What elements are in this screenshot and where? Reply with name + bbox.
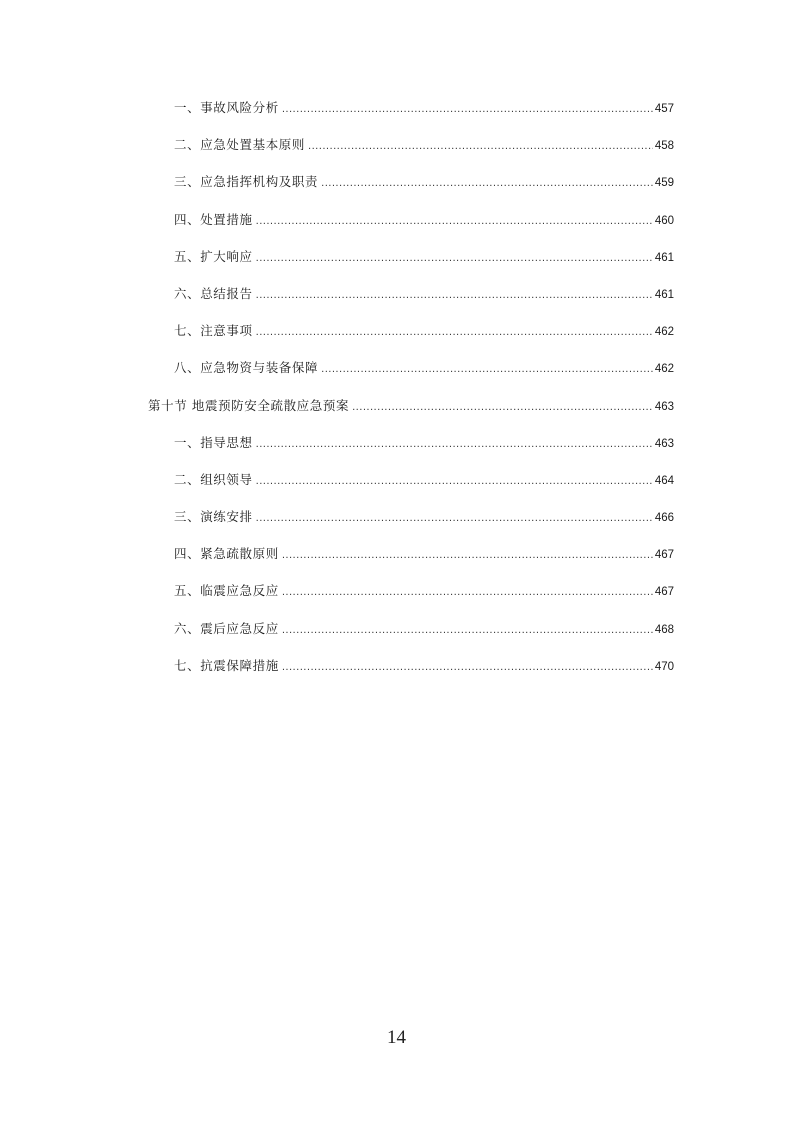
page-number: 14 — [387, 1027, 406, 1048]
toc-leader-dots — [282, 99, 653, 121]
toc-entry-page: 467 — [654, 549, 674, 562]
toc-entry[interactable] — [148, 357, 674, 394]
toc-entry[interactable] — [148, 469, 674, 506]
toc-entry-title: 二、组织领导 — [174, 471, 253, 487]
toc-leader-dots — [321, 173, 653, 195]
toc-entry[interactable] — [148, 432, 674, 469]
toc-section-entry[interactable] — [148, 395, 674, 432]
toc-entry[interactable] — [148, 171, 674, 208]
toc-entry[interactable] — [148, 246, 674, 283]
toc-section-title: 第十节 地震预防安全疏散应急预案 — [148, 397, 350, 413]
toc-entry[interactable] — [148, 320, 674, 357]
toc-leader-dots — [256, 248, 653, 270]
toc-leader-dots — [256, 508, 653, 530]
toc-entry-page: 470 — [654, 660, 674, 673]
toc-entry-title: 七、抗震保障措施 — [174, 657, 279, 673]
toc-leader-dots — [256, 322, 653, 344]
toc-leader-dots — [282, 620, 653, 642]
toc-entry[interactable] — [148, 97, 674, 134]
toc-entry-page: 458 — [654, 140, 674, 153]
toc-entry-title: 八、应急物资与装备保障 — [174, 360, 319, 376]
toc-leader-dots — [256, 434, 653, 456]
toc-entry-title: 四、紧急疏散原则 — [174, 546, 279, 562]
toc-entry-page: 461 — [654, 251, 674, 264]
toc-entry-title: 六、总结报告 — [174, 285, 253, 301]
toc-entry-title: 五、扩大响应 — [174, 248, 253, 264]
toc-entry[interactable] — [148, 283, 674, 320]
toc-leader-dots — [308, 136, 653, 158]
toc-entry-title: 一、事故风险分析 — [174, 100, 279, 115]
toc-leader-dots — [256, 285, 653, 307]
toc-entry-page: 462 — [654, 326, 674, 339]
toc-entry-page: 466 — [654, 512, 674, 525]
toc-entry-page: 461 — [654, 288, 674, 301]
toc-entry[interactable] — [148, 580, 674, 617]
toc-entry-page: 459 — [654, 177, 674, 190]
toc-leader-dots — [321, 359, 653, 381]
toc-entry-page: 467 — [654, 586, 674, 599]
toc-leader-dots — [352, 397, 653, 419]
toc-entry-title: 二、应急处置基本原则 — [174, 137, 306, 153]
toc-entry-page: 463 — [654, 437, 674, 450]
toc-leader-dots — [282, 657, 653, 679]
toc-entry-page: 468 — [654, 623, 674, 636]
toc-entry-page: 460 — [654, 214, 674, 227]
toc-entry[interactable] — [148, 618, 674, 655]
toc-leader-dots — [282, 582, 653, 604]
toc-entry-title: 一、指导思想 — [174, 434, 253, 450]
toc-entry[interactable] — [148, 543, 674, 580]
toc-leader-dots — [256, 471, 653, 493]
toc-leader-dots — [256, 211, 653, 233]
toc-entry-page: 464 — [654, 474, 674, 487]
toc-entry-page: 462 — [654, 363, 674, 376]
toc-entry-page: 457 — [654, 103, 674, 115]
toc-entry[interactable] — [148, 655, 674, 692]
toc-entry-title: 七、注意事项 — [174, 323, 253, 339]
table-of-contents — [148, 97, 674, 692]
toc-entry[interactable] — [148, 506, 674, 543]
toc-entry-page: 463 — [654, 400, 674, 413]
toc-leader-dots — [282, 545, 653, 567]
toc-entry-title: 四、处置措施 — [174, 211, 253, 227]
toc-entry-title: 三、应急指挥机构及职责 — [174, 174, 319, 190]
toc-entry-title: 五、临震应急反应 — [174, 583, 279, 599]
toc-entry-title: 六、震后应急反应 — [174, 620, 279, 636]
toc-entry-title: 三、演练安排 — [174, 509, 253, 525]
toc-entry[interactable] — [148, 209, 674, 246]
toc-entry[interactable] — [148, 134, 674, 171]
